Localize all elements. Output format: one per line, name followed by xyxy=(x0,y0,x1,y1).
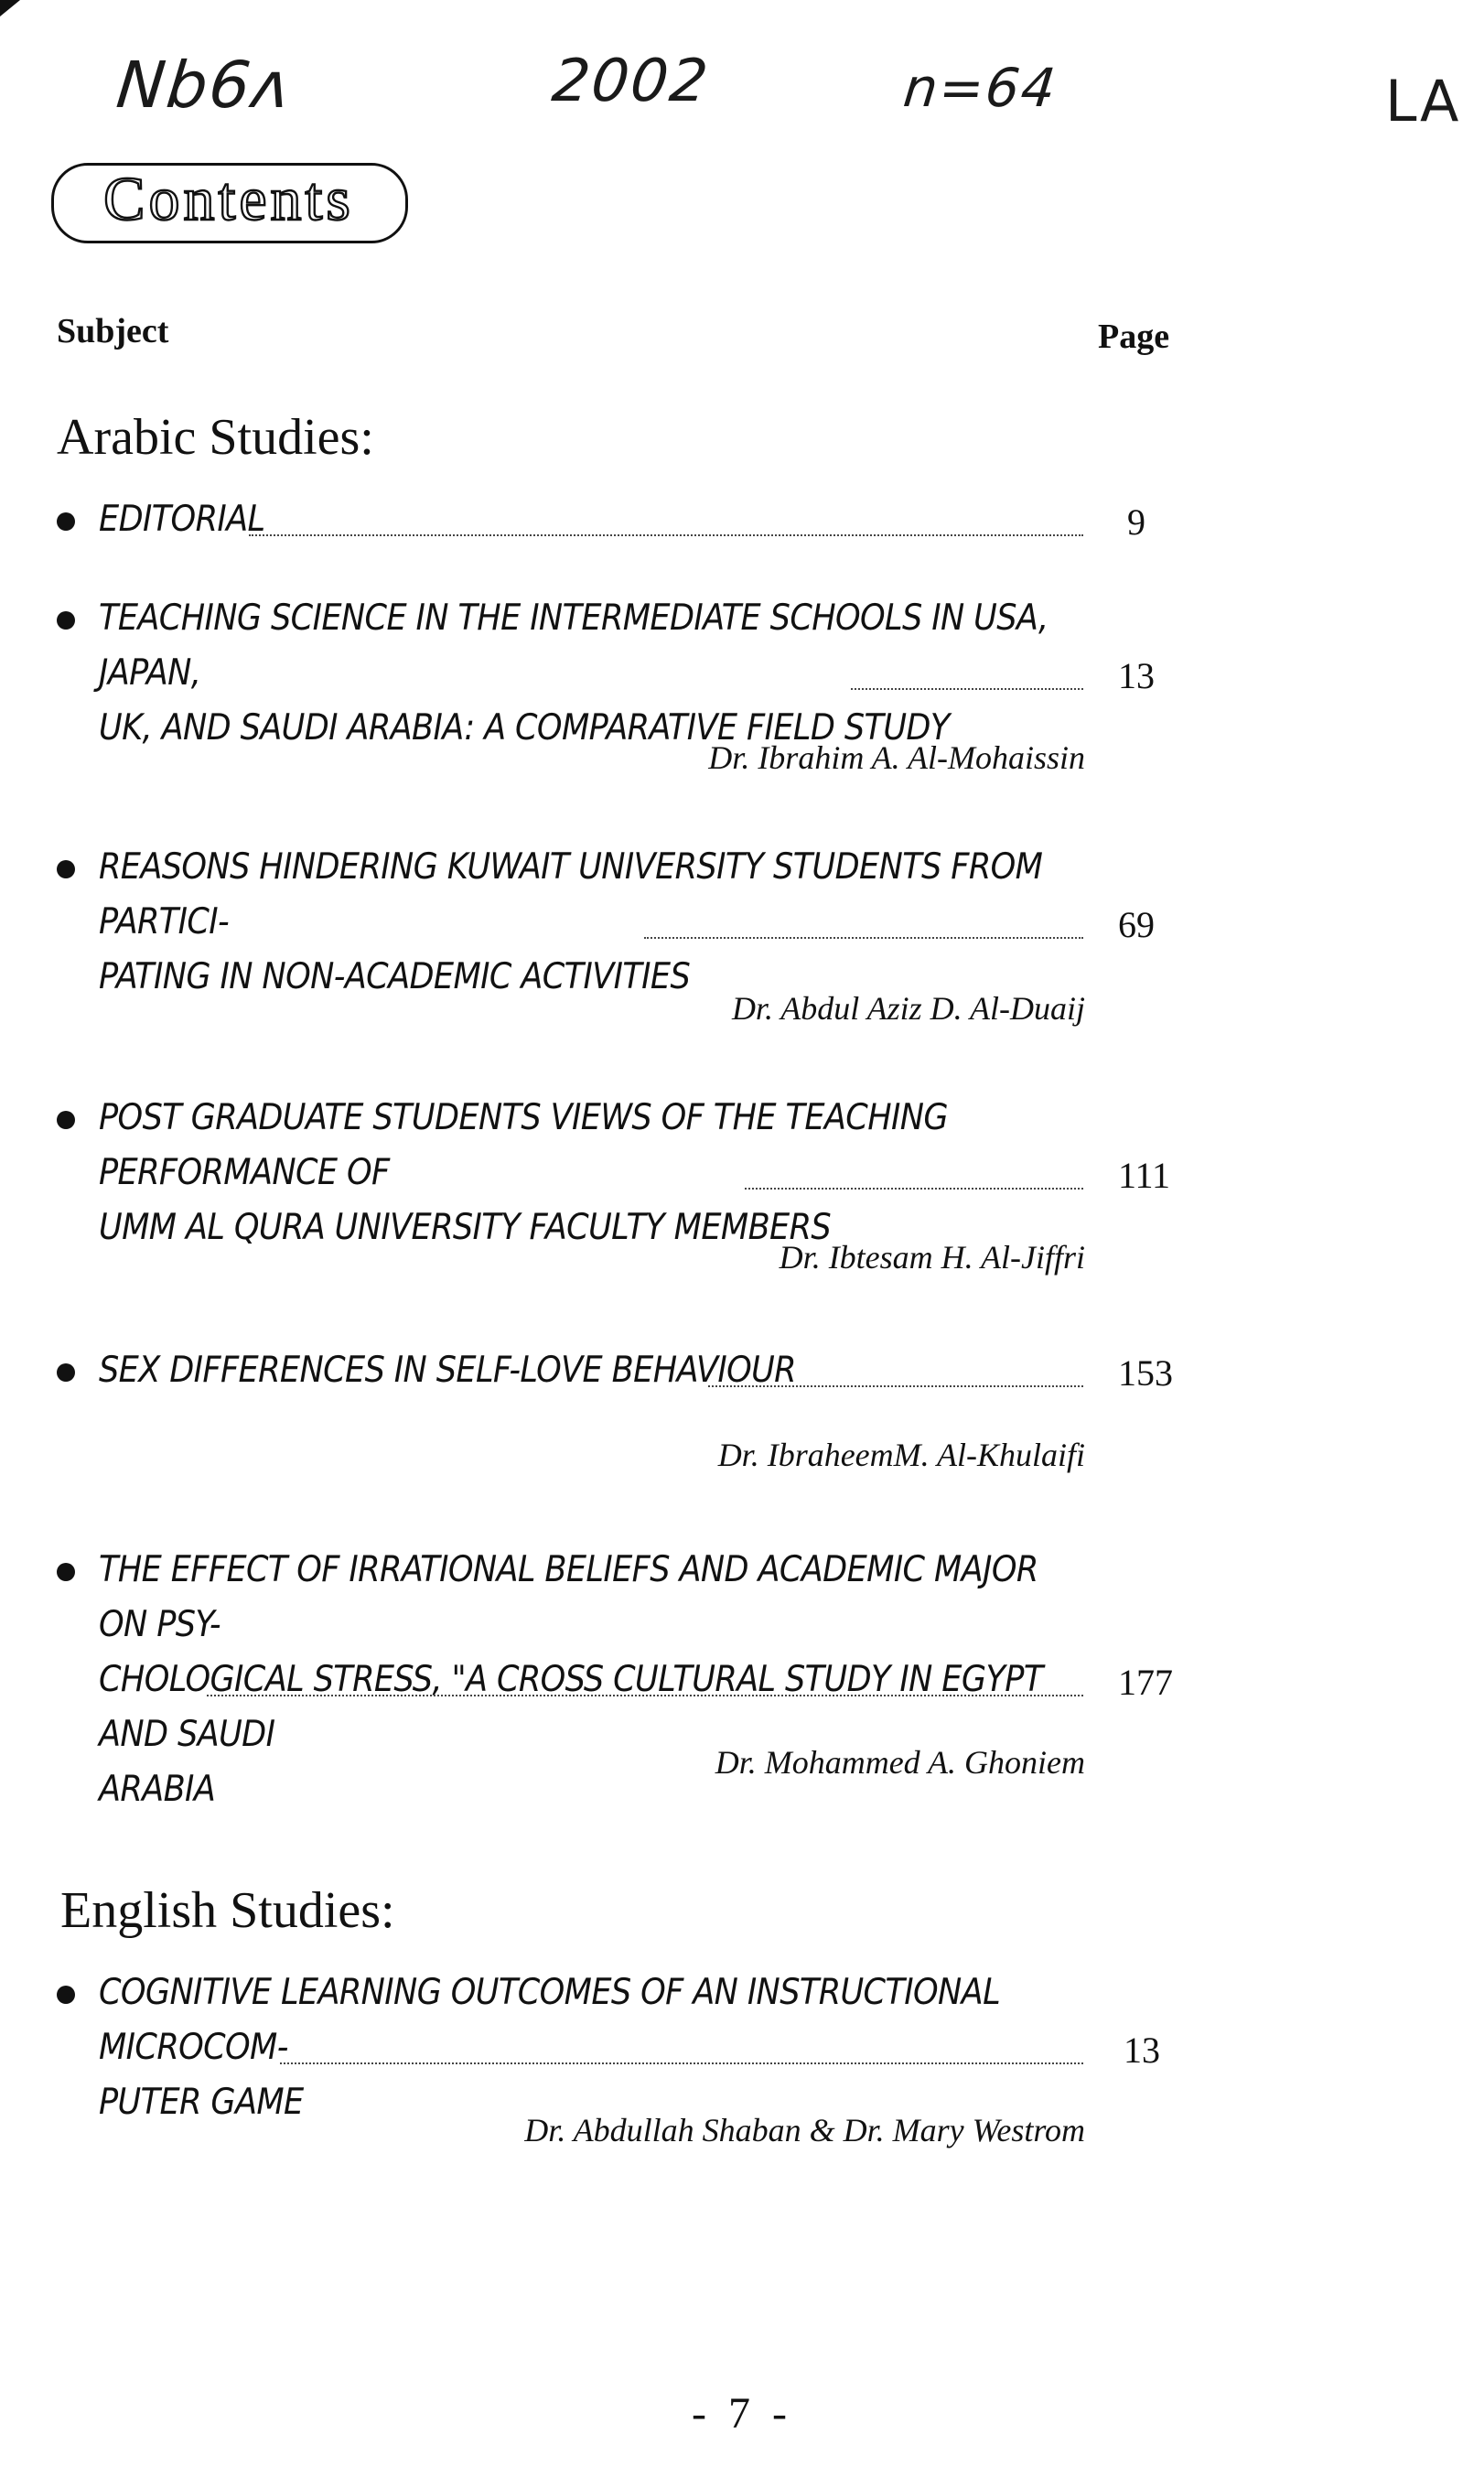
bullet-icon xyxy=(57,1363,75,1382)
entry-title-line: EDITORIAL xyxy=(99,499,265,540)
entry-page-number: 13 xyxy=(1124,2030,1160,2071)
entry-title xyxy=(99,492,1087,547)
entry-title xyxy=(99,591,1087,756)
subject-column-header: Subject xyxy=(57,312,169,350)
entry-title-line: UK, AND SAUDI ARABIA: A COMPARATIVE FIELD STUDY xyxy=(99,707,950,748)
entry-page-number: 177 xyxy=(1118,1662,1173,1703)
bullet-icon xyxy=(57,512,75,531)
bullet-icon xyxy=(57,1563,75,1581)
entry-title-line: TEACHING SCIENCE IN THE INTERMEDIATE SCHOOLS IN USA, JAPAN, xyxy=(99,598,1048,694)
bullet-icon xyxy=(57,1986,75,2004)
entry-title-line: PATING IN NON-ACADEMIC ACTIVITIES xyxy=(99,956,691,997)
handwritten-note-year: 2002 xyxy=(549,48,713,115)
entry-title-line: THE EFFECT OF IRRATIONAL BELIEFS AND ACADEMIC MAJOR ON PSY- xyxy=(99,1549,1038,1645)
entry-page-number: 111 xyxy=(1118,1155,1171,1196)
entry-page-number: 13 xyxy=(1118,655,1155,696)
section-heading-arabic-studies: Arabic Studies: xyxy=(57,409,374,466)
bullet-icon xyxy=(57,1111,75,1129)
dot-leader xyxy=(708,1385,1083,1387)
bullet-icon xyxy=(57,860,75,878)
entry-author: Dr. Abdullah Shaban & Dr. Mary Westrom xyxy=(524,2112,1085,2148)
entry-page-number: 153 xyxy=(1118,1352,1173,1394)
page-title: Contents xyxy=(103,164,354,233)
entry-title-line: ARABIA xyxy=(99,1769,216,1810)
entry-title xyxy=(99,1343,1087,1398)
section-heading-english-studies: English Studies: xyxy=(60,1882,395,1939)
dot-leader xyxy=(207,1695,1083,1696)
entry-title xyxy=(99,840,1087,1005)
dot-leader xyxy=(851,688,1083,690)
entry-title-line: UMM AL QURA UNIVERSITY FACULTY MEMBERS xyxy=(99,1207,832,1248)
entry-title-line: SEX DIFFERENCES IN SELF-LOVE BEHAVIOUR xyxy=(99,1350,796,1391)
entry-title xyxy=(99,1091,1087,1255)
entry-title-line: CHOLOGICAL STRESS, "A CROSS CULTURAL STUDY IN EGYPT AND SAUDI xyxy=(99,1659,1043,1755)
entry-author: Dr. IbraheemM. Al-Khulaifi xyxy=(717,1437,1085,1473)
handwritten-note-call-number: Nb6ᴧ xyxy=(113,48,296,123)
entry-author: Dr. Abdul Aziz D. Al-Duaij xyxy=(731,990,1085,1027)
entry-title-line: PUTER GAME xyxy=(99,2082,304,2123)
entry-author: Dr. Ibtesam H. Al-Jiffri xyxy=(779,1239,1085,1276)
entry-title-line: REASONS HINDERING KUWAIT UNIVERSITY STUDENTS FROM PARTICI- xyxy=(99,846,1043,942)
dot-leader xyxy=(745,1188,1083,1190)
dot-leader xyxy=(644,937,1083,939)
entry-author: Dr. Ibrahim A. Al-Mohaissin xyxy=(708,739,1085,776)
scan-corner-mark xyxy=(0,0,20,16)
bullet-icon xyxy=(57,611,75,630)
entry-title xyxy=(99,1965,1087,2130)
handwritten-note-initials: LA xyxy=(1385,68,1461,135)
dot-leader xyxy=(280,2062,1083,2064)
handwritten-note-count: n=64 xyxy=(900,57,1060,119)
page-column-header: Page xyxy=(1098,318,1170,356)
entry-title-line: COGNITIVE LEARNING OUTCOMES OF AN INSTRUCTIONAL MICROCOM- xyxy=(99,1972,1001,2068)
entry-author: Dr. Mohammed A. Ghoniem xyxy=(715,1744,1085,1781)
dot-leader xyxy=(249,534,1083,536)
entry-title-line: POST GRADUATE STUDENTS VIEWS OF THE TEACHING PERFORMANCE OF xyxy=(99,1097,948,1193)
entry-page-number: 69 xyxy=(1118,904,1155,945)
entry-page-number: 9 xyxy=(1127,501,1145,543)
page-number: - 7 - xyxy=(692,2389,792,2438)
